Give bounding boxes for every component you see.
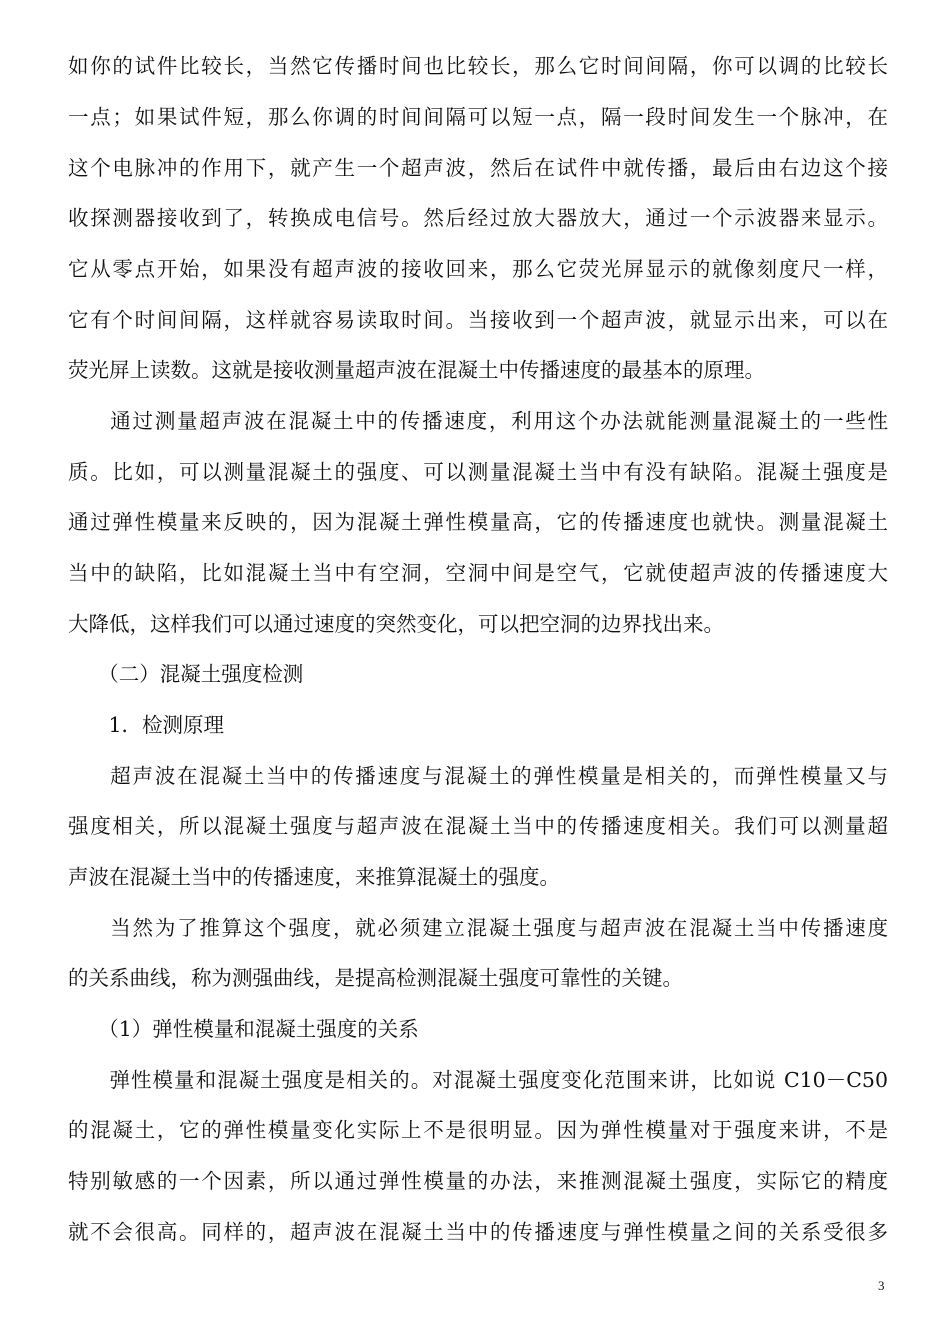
text-line: 它有个时间间隔，这样就容易读取时间。当接收到一个超声波，就显示出来，可以在	[68, 308, 888, 332]
text-line: 强度相关，所以混凝土强度与超声波在混凝土当中的传播速度相关。我们可以测量超	[68, 814, 888, 838]
page-number: 3	[878, 1278, 885, 1293]
text-line: 就不会很高。同样的，超声波在混凝土当中的传播速度与弹性模量之间的关系受很多	[68, 1220, 888, 1244]
text-line: 的关系曲线，称为测强曲线，是提高检测混凝土强度可靠性的关键。	[68, 966, 683, 990]
text-line: 这个电脉冲的作用下，就产生一个超声波，然后在试件中就传播，最后由右边这个接	[68, 156, 888, 180]
paragraph-first-line: 通过测量超声波在混凝土中的传播速度，利用这个办法就能测量混凝土的一些性	[88, 409, 888, 433]
text-line: 通过弹性模量来反映的，因为混凝土弹性模量高，它的传播速度也就快。测量混凝土	[68, 510, 888, 534]
section-heading: （二）混凝土强度检测	[88, 662, 304, 686]
paragraph-first-line: 弹性模量和混凝土强度是相关的。对混凝土强度变化范围来讲，比如说 C10－C50	[88, 1068, 888, 1092]
text-line: 收探测器接收到了，转换成电信号。然后经过放大器放大，通过一个示波器来显示。	[68, 206, 888, 230]
subsection-heading: 1．检测原理	[88, 713, 225, 737]
text-line: 声波在混凝土当中的传播速度，来推算混凝土的强度。	[68, 865, 560, 889]
text-line: 当中的缺陷，比如混凝土当中有空洞，空洞中间是空气，它就使超声波的传播速度大	[68, 561, 888, 585]
text-line: 质。比如，可以测量混凝土的强度、可以测量混凝土当中有没有缺陷。混凝土强度是	[68, 460, 888, 484]
text-line: 特别敏感的一个因素，所以通过弹性模量的办法，来推测混凝土强度，实际它的精度	[68, 1169, 888, 1193]
paragraph-first-line: 当然为了推算这个强度，就必须建立混凝土强度与超声波在混凝土当中传播速度	[88, 916, 888, 940]
text-line: 大降低，这样我们可以通过速度的突然变化，可以把空洞的边界找出来。	[68, 612, 724, 636]
subsection-heading: （1）弹性模量和混凝土强度的关系	[88, 1017, 419, 1041]
paragraph-first-line: 超声波在混凝土当中的传播速度与混凝土的弹性模量是相关的，而弹性模量又与	[88, 764, 888, 788]
text-line: 如你的试件比较长，当然它传播时间也比较长，那么它时间间隔，你可以调的比较长	[68, 54, 888, 78]
text-line: 荧光屏上读数。这就是接收测量超声波在混凝土中传播速度的最基本的原理。	[68, 358, 765, 382]
text-line: 的混凝土，它的弹性模量变化实际上不是很明显。因为弹性模量对于强度来讲，不是	[68, 1118, 888, 1142]
text-line: 它从零点开始，如果没有超声波的接收回来，那么它荧光屏显示的就像刻度尺一样，	[68, 257, 888, 281]
text-line: 一点；如果试件短，那么你调的时间间隔可以短一点，隔一段时间发生一个脉冲，在	[68, 105, 888, 129]
